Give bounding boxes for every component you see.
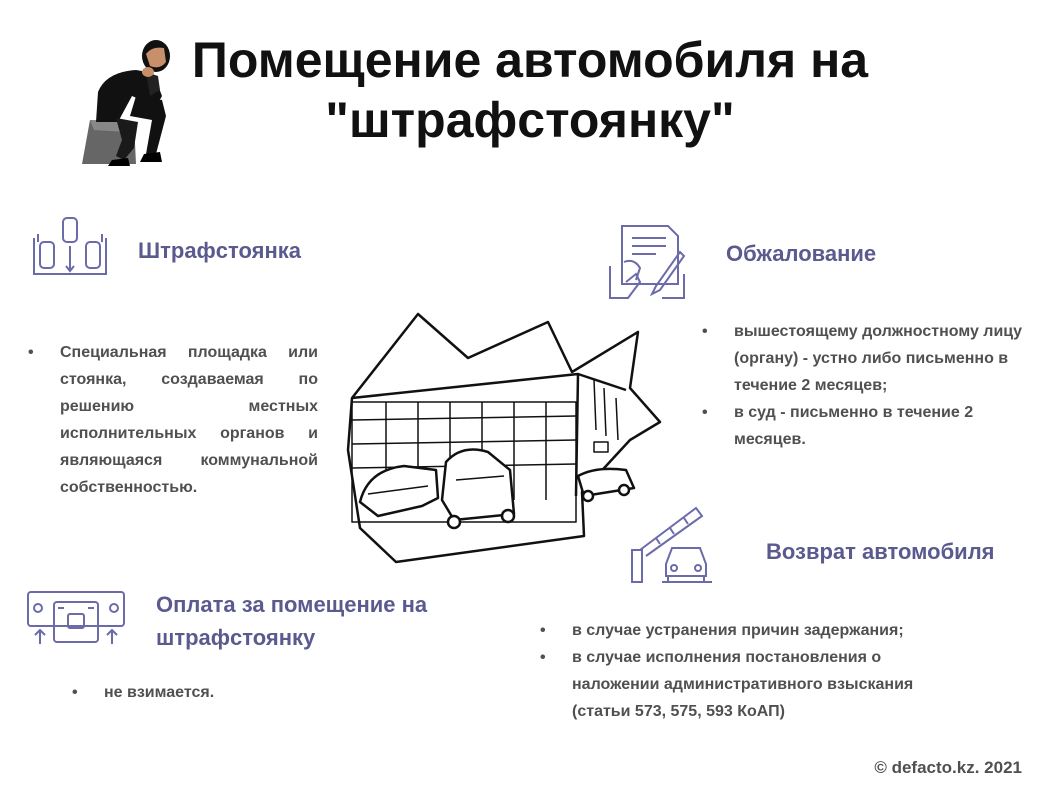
- title-line-1: Помещение автомобиля на: [191, 32, 869, 88]
- barrier-car-icon: [630, 504, 714, 586]
- list-item: • в случае исполнения постановления о наложении административного взыскания (статьи 573, 575, 593 КоАП): [540, 644, 970, 725]
- list-item: • не взимается.: [72, 679, 332, 706]
- document-hand-icon: [606, 222, 688, 302]
- payment-heading-line-2: штрафстоянку: [156, 625, 316, 650]
- impound-list: [28, 339, 318, 501]
- return-heading: Возврат автомобиля: [766, 539, 995, 564]
- cash-icon: [24, 588, 128, 648]
- payment-heading-line-1: Оплата за помещение на: [156, 592, 428, 617]
- list-item: • вышестоящему должностному лицу (органу) - устно либо письменно в течение 2 месяцев;: [702, 318, 1024, 399]
- payment-list: [72, 679, 332, 706]
- appeal-list: [702, 318, 1024, 453]
- list-item: • в суд - письменно в течение 2 месяцев.: [702, 399, 1024, 453]
- appeal-heading: Обжалование: [726, 241, 877, 266]
- payment-heading: [156, 588, 427, 654]
- copyright: © defacto.kz. 2021: [874, 758, 1022, 777]
- page-title: [180, 30, 880, 150]
- list-item: • Специальная площадка или стоянка, создаваемая по решению местных исполнительных органов и являющаяся коммунальной собственностью.: [28, 339, 318, 501]
- thinker-icon: [76, 36, 180, 170]
- parking-lot-icon: [30, 214, 110, 278]
- return-list: [540, 617, 970, 725]
- impound-building-illustration: [338, 310, 668, 576]
- title-line-2: "штрафстоянку": [325, 92, 735, 148]
- list-item: • в случае устранения причин задержания;: [540, 617, 970, 644]
- impound-heading: Штрафстоянка: [138, 238, 302, 263]
